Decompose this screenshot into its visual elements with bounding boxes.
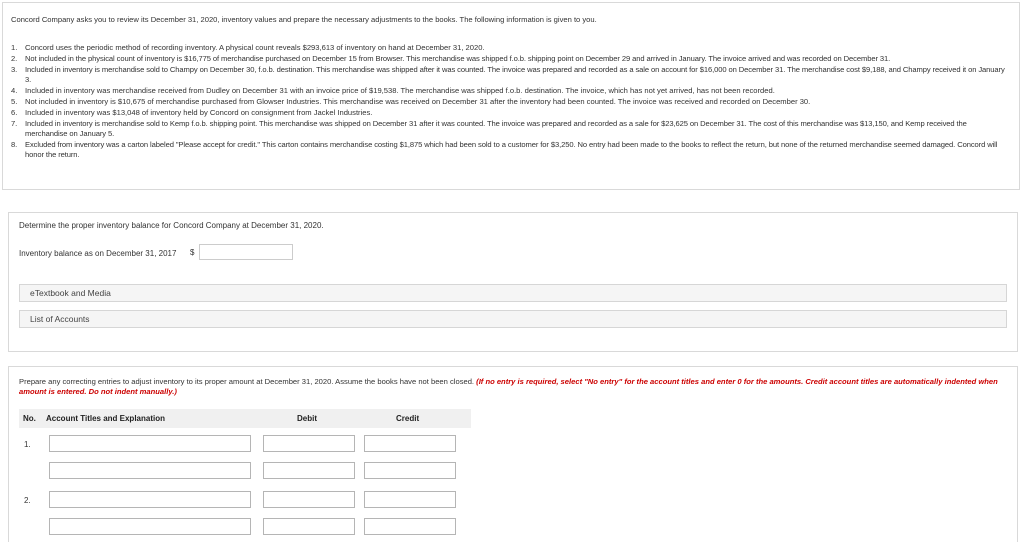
problem-item-5 <box>11 97 1007 107</box>
entries-instruction <box>19 377 1004 397</box>
item-text: Included in inventory was $13,048 of inventory held by Concord on consignment from Jackel Industries. <box>25 108 373 117</box>
problem-item-2 <box>11 54 1007 64</box>
inventory-balance-input[interactable] <box>199 244 293 260</box>
item-number: 8. <box>11 140 18 149</box>
instruction-note: (If no entry is required, select "No entry" for the account titles and enter 0 for the amounts. Credit account titles are automatically indented when amount is entered. Do not indent manually.) <box>19 377 998 396</box>
inventory-balance-label: Inventory balance as on December 31, 2017 <box>19 249 177 258</box>
problem-item-3 <box>11 65 1007 85</box>
entry-number-1: 1. <box>24 440 31 449</box>
item-number: 5. <box>11 97 18 106</box>
section-title: Determine the proper inventory balance for Concord Company at December 31, 2020. <box>19 221 324 230</box>
credit-input[interactable] <box>364 518 456 535</box>
debit-input[interactable] <box>263 491 355 508</box>
inventory-balance-section <box>8 212 1018 352</box>
item-text: Excluded from inventory was a carton labeled "Please accept for credit." This carton contains merchandise costing $1,875 which had been sold to a customer for $3,250. No entry had been made to the books to reflect the return, but none of the returned merchandise seemed damaged. Concord will honor the return. <box>25 140 998 159</box>
debit-input[interactable] <box>263 518 355 535</box>
problem-intro: Concord Company asks you to review its December 31, 2020, inventory values and prepare the necessary adjustments to the books. The following information is given to you. <box>11 15 597 24</box>
header-account-titles: Account Titles and Explanation <box>46 414 165 423</box>
item-number: 2. <box>11 54 18 63</box>
problem-item-6 <box>11 108 1007 118</box>
item-text: Included in inventory is merchandise sold to Champy on December 30, f.o.b. destination. This merchandise was shipped after it was counted. The invoice was prepared and recorded as a sale on account for $16,000 on December 31. The merchandise cost $9,188, and Champy received it on January 3. <box>25 65 1005 84</box>
etextbook-media-button[interactable]: eTextbook and Media <box>19 284 1007 302</box>
account-title-input[interactable] <box>49 491 251 508</box>
problem-item-8 <box>11 140 1007 160</box>
header-no: No. <box>23 414 36 423</box>
header-debit: Debit <box>297 414 317 423</box>
item-text: Included in inventory is merchandise sold to Kemp f.o.b. shipping point. This merchandise was shipped on December 31 after it was counted. The invoice was prepared and recorded as a sale for $23,625 on December 31. The cost of this merchandise was $13,150, and Kemp received the merchandise on January 5. <box>25 119 967 138</box>
credit-input[interactable] <box>364 462 456 479</box>
problem-items-list <box>11 43 1007 161</box>
problem-item-1 <box>11 43 1007 53</box>
item-text: Not included in inventory is $10,675 of merchandise purchased from Glowser Industries. This merchandise was received on December 31 after the inventory had been counted. The invoice was received and recorded on December 30. <box>25 97 811 106</box>
credit-input[interactable] <box>364 491 456 508</box>
item-number: 1. <box>11 43 18 52</box>
currency-symbol: $ <box>190 248 195 257</box>
item-number: 6. <box>11 108 18 117</box>
journal-table-header <box>19 409 471 428</box>
list-of-accounts-button[interactable]: List of Accounts <box>19 310 1007 328</box>
item-text: Included in inventory was merchandise received from Dudley on December 31 with an invoice price of $19,538. The merchandise was shipped f.o.b. destination. The invoice, which has not yet arrived, has not been recorded. <box>25 86 775 95</box>
account-title-input[interactable] <box>49 435 251 452</box>
correcting-entries-section <box>8 366 1018 542</box>
problem-item-4 <box>11 86 1007 96</box>
credit-input[interactable] <box>364 435 456 452</box>
account-title-input[interactable] <box>49 462 251 479</box>
debit-input[interactable] <box>263 435 355 452</box>
account-title-input[interactable] <box>49 518 251 535</box>
item-text: Not included in the physical count of inventory is $16,775 of merchandise purchased on December 15 from Browser. This merchandise was shipped f.o.b. shipping point on December 29 and arrived in January. The invoice arrived and was recorded on December 31. <box>25 54 891 63</box>
item-text: Concord uses the periodic method of recording inventory. A physical count reveals $293,613 of inventory on hand at December 31, 2020. <box>25 43 485 52</box>
instruction-text: Prepare any correcting entries to adjust inventory to its proper amount at December 31, 2020. Assume the books have not been closed. <box>19 377 475 386</box>
problem-statement <box>2 2 1020 190</box>
entry-number-2: 2. <box>24 496 31 505</box>
item-number: 7. <box>11 119 18 128</box>
problem-item-7 <box>11 119 1007 139</box>
debit-input[interactable] <box>263 462 355 479</box>
item-number: 4. <box>11 86 18 95</box>
header-credit: Credit <box>396 414 420 423</box>
item-number: 3. <box>11 65 18 74</box>
